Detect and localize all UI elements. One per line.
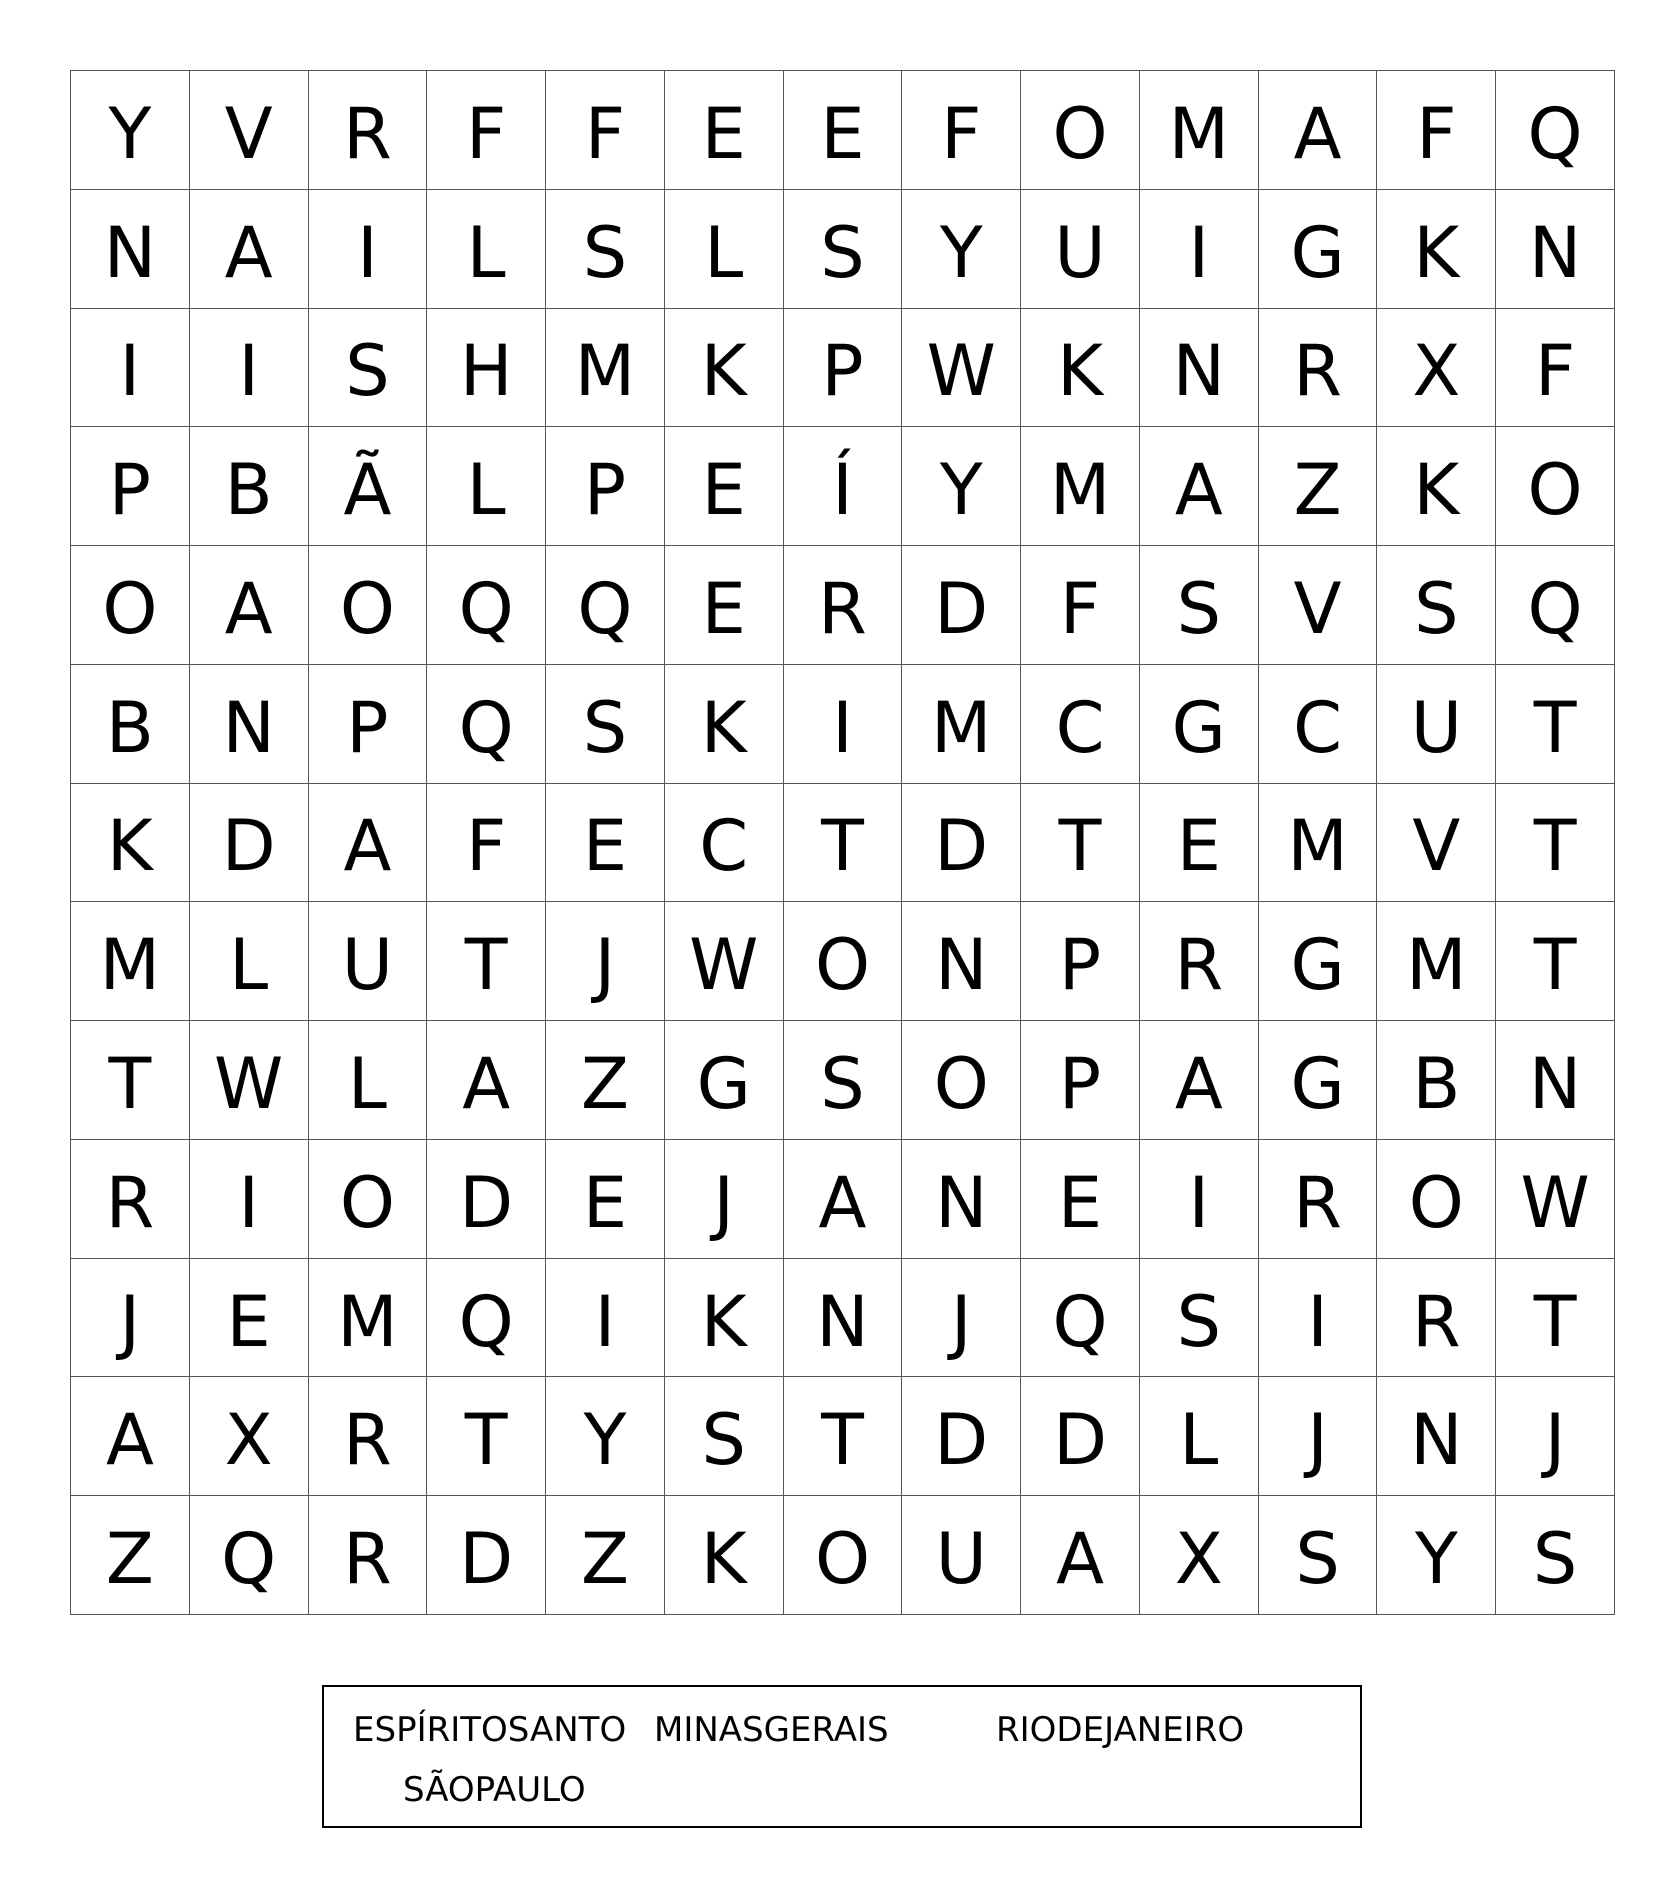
grid-cell[interactable]: E (546, 784, 665, 903)
grid-cell[interactable]: E (784, 71, 903, 190)
grid-cell[interactable]: O (784, 1496, 903, 1615)
grid-cell[interactable]: J (665, 1140, 784, 1259)
grid-cell[interactable]: N (71, 190, 190, 309)
word-bank-item: RIODEJANEIRO (996, 1710, 1245, 1750)
grid-cell[interactable]: E (665, 71, 784, 190)
grid-cell[interactable]: S (309, 309, 428, 428)
grid-cell[interactable]: N (1496, 1021, 1615, 1140)
grid-cell[interactable]: Q (190, 1496, 309, 1615)
grid-cell[interactable]: Í (784, 427, 903, 546)
grid-cell[interactable]: L (190, 902, 309, 1021)
grid-cell[interactable]: X (190, 1377, 309, 1496)
grid-cell[interactable]: L (427, 190, 546, 309)
grid-cell[interactable]: A (1259, 71, 1378, 190)
grid-cell[interactable]: R (1259, 309, 1378, 428)
grid-cell[interactable]: G (1259, 190, 1378, 309)
word-bank (322, 1685, 1362, 1828)
grid-cell[interactable]: Q (1496, 71, 1615, 190)
grid-cell[interactable]: D (902, 784, 1021, 903)
grid-cell[interactable]: O (1021, 71, 1140, 190)
grid-cell[interactable]: C (1259, 665, 1378, 784)
grid-cell[interactable]: Y (902, 427, 1021, 546)
grid-cell[interactable]: X (1377, 309, 1496, 428)
grid-cell[interactable]: D (427, 1496, 546, 1615)
grid-cell[interactable]: Q (427, 1259, 546, 1378)
grid-cell[interactable]: Q (1021, 1259, 1140, 1378)
grid-cell[interactable]: P (1021, 1021, 1140, 1140)
grid-cell[interactable]: R (1259, 1140, 1378, 1259)
grid-cell[interactable]: H (427, 309, 546, 428)
grid-cell[interactable]: M (1259, 784, 1378, 903)
grid-cell[interactable]: T (1496, 902, 1615, 1021)
grid-cell[interactable]: A (1140, 427, 1259, 546)
grid-cell[interactable]: T (1496, 784, 1615, 903)
grid-cell[interactable]: N (902, 1140, 1021, 1259)
grid-cell[interactable]: I (190, 309, 309, 428)
grid-cell[interactable]: M (1140, 71, 1259, 190)
grid-cell[interactable]: J (71, 1259, 190, 1378)
grid-cell[interactable]: I (784, 665, 903, 784)
grid-cell[interactable]: Z (546, 1021, 665, 1140)
grid-cell[interactable]: Z (546, 1496, 665, 1615)
grid-cell[interactable]: V (1377, 784, 1496, 903)
grid-cell[interactable]: A (190, 546, 309, 665)
grid-cell[interactable]: S (784, 1021, 903, 1140)
grid-cell[interactable]: D (1021, 1377, 1140, 1496)
grid-cell[interactable]: N (902, 902, 1021, 1021)
grid-cell[interactable]: B (1377, 1021, 1496, 1140)
grid-cell[interactable]: S (784, 190, 903, 309)
grid-cell[interactable]: M (546, 309, 665, 428)
grid-cell[interactable]: J (1259, 1377, 1378, 1496)
grid-cell[interactable]: S (1140, 1259, 1259, 1378)
grid-cell[interactable]: S (665, 1377, 784, 1496)
grid-cell[interactable]: L (665, 190, 784, 309)
grid-cell[interactable]: I (546, 1259, 665, 1378)
grid-cell[interactable]: A (71, 1377, 190, 1496)
grid-cell[interactable]: A (309, 784, 428, 903)
grid-cell[interactable]: Y (902, 190, 1021, 309)
grid-cell[interactable]: M (309, 1259, 428, 1378)
grid-cell[interactable]: U (1021, 190, 1140, 309)
grid-cell[interactable]: I (71, 309, 190, 428)
grid-cell[interactable]: R (71, 1140, 190, 1259)
grid-cell[interactable]: G (1259, 902, 1378, 1021)
letter-grid (70, 70, 1615, 1615)
grid-cell[interactable]: K (665, 309, 784, 428)
grid-cell[interactable]: K (71, 784, 190, 903)
grid-cell[interactable]: U (902, 1496, 1021, 1615)
grid-cell[interactable]: A (427, 1021, 546, 1140)
grid-cell[interactable]: W (190, 1021, 309, 1140)
grid-cell[interactable]: D (902, 546, 1021, 665)
grid-cell[interactable]: J (902, 1259, 1021, 1378)
grid-cell[interactable]: N (190, 665, 309, 784)
grid-cell[interactable]: Y (71, 71, 190, 190)
grid-cell[interactable]: D (190, 784, 309, 903)
grid-cell[interactable]: F (546, 71, 665, 190)
grid-cell[interactable]: O (902, 1021, 1021, 1140)
grid-cell[interactable]: T (1021, 784, 1140, 903)
grid-cell[interactable]: T (1496, 1259, 1615, 1378)
grid-cell[interactable]: N (1377, 1377, 1496, 1496)
grid-cell[interactable]: F (427, 71, 546, 190)
grid-cell[interactable]: F (1496, 309, 1615, 428)
grid-cell[interactable]: P (546, 427, 665, 546)
grid-cell[interactable]: K (1377, 190, 1496, 309)
grid-cell[interactable]: Ã (309, 427, 428, 546)
grid-cell[interactable]: J (1496, 1377, 1615, 1496)
grid-cell[interactable]: I (190, 1140, 309, 1259)
grid-cell[interactable]: Q (427, 546, 546, 665)
grid-cell[interactable]: I (1259, 1259, 1378, 1378)
grid-cell[interactable]: S (546, 665, 665, 784)
grid-cell[interactable]: B (71, 665, 190, 784)
grid-cell[interactable]: I (1140, 1140, 1259, 1259)
grid-cell[interactable]: K (665, 1259, 784, 1378)
grid-cell[interactable]: P (1021, 902, 1140, 1021)
grid-cell[interactable]: N (784, 1259, 903, 1378)
grid-cell[interactable]: E (546, 1140, 665, 1259)
grid-cell[interactable]: O (309, 546, 428, 665)
grid-cell[interactable]: G (665, 1021, 784, 1140)
grid-cell[interactable]: M (71, 902, 190, 1021)
grid-cell[interactable]: T (784, 784, 903, 903)
grid-cell[interactable]: L (309, 1021, 428, 1140)
grid-cell[interactable]: N (1140, 309, 1259, 428)
grid-cell[interactable]: T (427, 902, 546, 1021)
grid-cell[interactable]: S (546, 190, 665, 309)
grid-cell[interactable]: Z (71, 1496, 190, 1615)
grid-cell[interactable]: R (1140, 902, 1259, 1021)
word-bank-item: MINASGERAIS (654, 1710, 889, 1750)
grid-cell[interactable]: O (784, 902, 903, 1021)
grid-cell[interactable]: F (1021, 546, 1140, 665)
grid-cell[interactable]: Z (1259, 427, 1378, 546)
grid-cell[interactable]: T (1496, 665, 1615, 784)
grid-cell[interactable]: D (902, 1377, 1021, 1496)
grid-cell[interactable]: T (427, 1377, 546, 1496)
grid-cell[interactable]: E (190, 1259, 309, 1378)
grid-cell[interactable]: J (546, 902, 665, 1021)
grid-cell[interactable]: O (309, 1140, 428, 1259)
grid-cell[interactable]: A (784, 1140, 903, 1259)
grid-cell[interactable]: F (1377, 71, 1496, 190)
grid-cell[interactable]: W (665, 902, 784, 1021)
grid-cell[interactable]: S (1140, 546, 1259, 665)
grid-cell[interactable]: P (71, 427, 190, 546)
grid-cell[interactable]: E (1021, 1140, 1140, 1259)
grid-cell[interactable]: T (71, 1021, 190, 1140)
grid-cell[interactable]: R (309, 71, 428, 190)
grid-cell[interactable]: K (1377, 427, 1496, 546)
grid-cell[interactable]: P (784, 309, 903, 428)
grid-cell[interactable]: E (1140, 784, 1259, 903)
grid-cell[interactable]: S (1377, 546, 1496, 665)
grid-cell[interactable]: G (1140, 665, 1259, 784)
grid-cell[interactable]: P (309, 665, 428, 784)
grid-cell[interactable]: K (665, 1496, 784, 1615)
grid-cell[interactable]: A (1140, 1021, 1259, 1140)
grid-cell[interactable]: N (1496, 190, 1615, 309)
grid-cell[interactable]: Y (546, 1377, 665, 1496)
grid-cell[interactable]: A (1021, 1496, 1140, 1615)
grid-cell[interactable]: Q (1496, 546, 1615, 665)
grid-cell[interactable]: S (1496, 1496, 1615, 1615)
grid-cell[interactable]: X (1140, 1496, 1259, 1615)
grid-cell[interactable]: F (427, 784, 546, 903)
grid-cell[interactable]: V (190, 71, 309, 190)
grid-cell[interactable]: E (665, 546, 784, 665)
grid-cell[interactable]: I (1140, 190, 1259, 309)
word-bank-item: ESPÍRITOSANTO (353, 1710, 627, 1750)
grid-cell[interactable]: Q (427, 665, 546, 784)
grid-cell[interactable]: U (309, 902, 428, 1021)
grid-cell[interactable]: O (71, 546, 190, 665)
grid-cell[interactable]: O (1377, 1140, 1496, 1259)
grid-cell[interactable]: T (784, 1377, 903, 1496)
grid-cell[interactable]: M (1377, 902, 1496, 1021)
grid-cell[interactable]: U (1377, 665, 1496, 784)
grid-cell[interactable]: R (309, 1377, 428, 1496)
grid-cell[interactable]: Q (546, 546, 665, 665)
grid-cell[interactable]: R (784, 546, 903, 665)
grid-cell[interactable]: M (902, 665, 1021, 784)
grid-cell[interactable]: F (902, 71, 1021, 190)
grid-cell[interactable]: O (1496, 427, 1615, 546)
grid-cell[interactable]: G (1259, 1021, 1378, 1140)
grid-cell[interactable]: A (190, 190, 309, 309)
grid-cell[interactable]: M (1021, 427, 1140, 546)
grid-cell[interactable]: V (1259, 546, 1378, 665)
grid-cell[interactable]: I (309, 190, 428, 309)
grid-cell[interactable]: Y (1377, 1496, 1496, 1615)
grid-cell[interactable]: E (665, 427, 784, 546)
grid-cell[interactable]: C (665, 784, 784, 903)
grid-cell[interactable]: L (427, 427, 546, 546)
grid-cell[interactable]: R (309, 1496, 428, 1615)
grid-cell[interactable]: D (427, 1140, 546, 1259)
grid-cell[interactable]: B (190, 427, 309, 546)
grid-cell[interactable]: K (665, 665, 784, 784)
grid-cell[interactable]: W (1496, 1140, 1615, 1259)
word-bank-item: SÃOPAULO (403, 1770, 586, 1810)
grid-cell[interactable]: C (1021, 665, 1140, 784)
grid-cell[interactable]: R (1377, 1259, 1496, 1378)
grid-cell[interactable]: S (1259, 1496, 1378, 1615)
grid-cell[interactable]: L (1140, 1377, 1259, 1496)
grid-cell[interactable]: K (1021, 309, 1140, 428)
grid-cell[interactable]: W (902, 309, 1021, 428)
